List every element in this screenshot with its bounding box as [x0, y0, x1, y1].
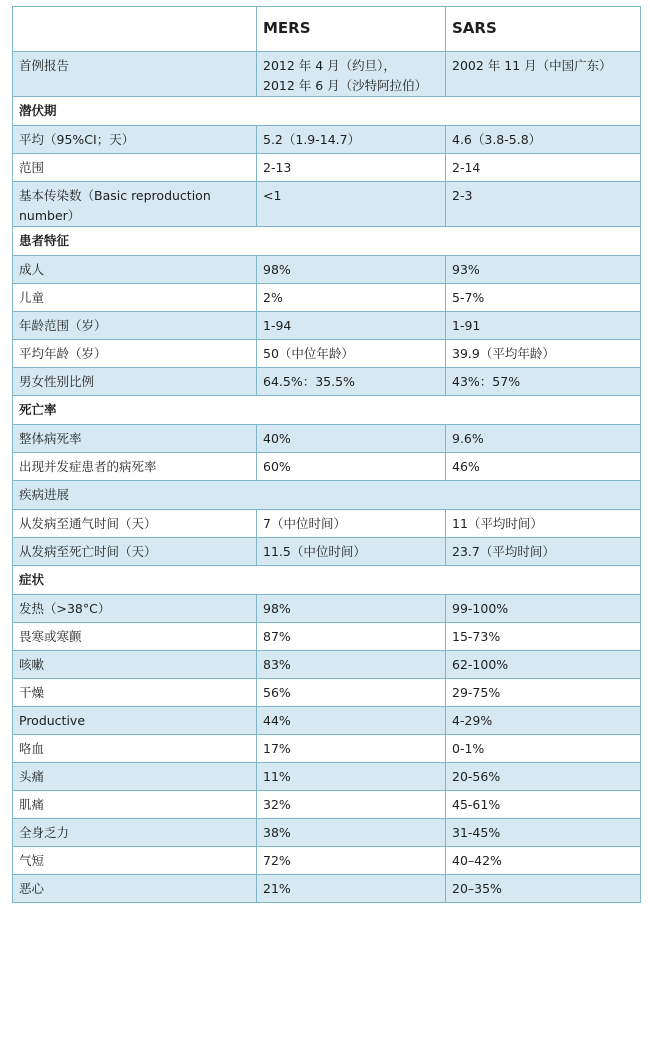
- sars-value: 5-7%: [446, 284, 641, 312]
- row-label: 平均年龄（岁）: [13, 340, 257, 368]
- header-mers: MERS: [257, 7, 446, 52]
- row-label: 气短: [13, 847, 257, 875]
- table-row: [13, 819, 641, 847]
- row-label: 肌痛: [13, 791, 257, 819]
- sars-value: 31-45%: [446, 819, 641, 847]
- row-label: 儿童: [13, 284, 257, 312]
- sars-value: 46%: [446, 453, 641, 481]
- section-heading: 疾病进展: [13, 481, 641, 510]
- row-label: 出现并发症患者的病死率: [13, 453, 257, 481]
- sars-value: 0-1%: [446, 735, 641, 763]
- row-label: 平均（95%CI；天）: [13, 126, 257, 154]
- mers-value: 2-13: [257, 154, 446, 182]
- table-row: [13, 182, 641, 227]
- row-label: 恶心: [13, 875, 257, 903]
- table-row: [13, 538, 641, 566]
- row-label: 咳嗽: [13, 651, 257, 679]
- table-row: [13, 256, 641, 284]
- mers-value: 50（中位年龄）: [257, 340, 446, 368]
- mers-value: 98%: [257, 595, 446, 623]
- mers-value: 38%: [257, 819, 446, 847]
- table-row: [13, 595, 641, 623]
- mers-value: 64.5%：35.5%: [257, 368, 446, 396]
- row-label: 从发病至死亡时间（天）: [13, 538, 257, 566]
- mers-value: 44%: [257, 707, 446, 735]
- table-row: [13, 735, 641, 763]
- header-row: [13, 7, 641, 52]
- section-row: [13, 481, 641, 510]
- sars-value: 20-56%: [446, 763, 641, 791]
- sars-value: 4.6（3.8-5.8）: [446, 126, 641, 154]
- table-row: [13, 623, 641, 651]
- sars-value: 2-14: [446, 154, 641, 182]
- row-label: 首例报告: [13, 52, 257, 97]
- row-label: 基本传染数（Basic reproduction number）: [13, 182, 257, 227]
- sars-value: 23.7（平均时间）: [446, 538, 641, 566]
- row-label: 全身乏力: [13, 819, 257, 847]
- table-row: [13, 126, 641, 154]
- mers-value: 87%: [257, 623, 446, 651]
- sars-value: 62-100%: [446, 651, 641, 679]
- section-heading: 患者特征: [13, 227, 641, 256]
- table-row: [13, 453, 641, 481]
- table-row: [13, 312, 641, 340]
- sars-value: 99-100%: [446, 595, 641, 623]
- row-label: 咯血: [13, 735, 257, 763]
- mers-value: 1-94: [257, 312, 446, 340]
- table-row: [13, 510, 641, 538]
- mers-value: 21%: [257, 875, 446, 903]
- sars-value: 2002 年 11 月（中国广东）: [446, 52, 641, 97]
- header-blank-cell: [13, 7, 257, 52]
- section-row: [13, 97, 641, 126]
- row-label: 范围: [13, 154, 257, 182]
- sars-value: 39.9（平均年龄）: [446, 340, 641, 368]
- table-row: [13, 340, 641, 368]
- row-label: 成人: [13, 256, 257, 284]
- table-row: [13, 763, 641, 791]
- section-heading: 死亡率: [13, 396, 641, 425]
- row-label: 发热（>38°C）: [13, 595, 257, 623]
- table-row: [13, 875, 641, 903]
- section-row: [13, 566, 641, 595]
- sars-value: 9.6%: [446, 425, 641, 453]
- table-row: [13, 284, 641, 312]
- mers-value: 11%: [257, 763, 446, 791]
- mers-value: 83%: [257, 651, 446, 679]
- row-label: 头痛: [13, 763, 257, 791]
- sars-value: 1-91: [446, 312, 641, 340]
- table-row: [13, 368, 641, 396]
- mers-value: 17%: [257, 735, 446, 763]
- sars-value: 20–35%: [446, 875, 641, 903]
- sars-value: 43%：57%: [446, 368, 641, 396]
- sars-value: 93%: [446, 256, 641, 284]
- mers-value: 2%: [257, 284, 446, 312]
- table-row: [13, 847, 641, 875]
- section-heading: 症状: [13, 566, 641, 595]
- mers-value: 56%: [257, 679, 446, 707]
- mers-value: 72%: [257, 847, 446, 875]
- mers-value: 32%: [257, 791, 446, 819]
- row-label: Productive: [13, 707, 257, 735]
- section-row: [13, 396, 641, 425]
- table-row: [13, 707, 641, 735]
- mers-value: 5.2（1.9-14.7）: [257, 126, 446, 154]
- table-row: [13, 651, 641, 679]
- mers-value: 7（中位时间）: [257, 510, 446, 538]
- mers-sars-comparison-table: [12, 6, 641, 903]
- table-row: [13, 154, 641, 182]
- row-label: 年龄范围（岁）: [13, 312, 257, 340]
- sars-value: 11（平均时间）: [446, 510, 641, 538]
- section-row: [13, 227, 641, 256]
- section-heading: 潜伏期: [13, 97, 641, 126]
- sars-value: 45-61%: [446, 791, 641, 819]
- sars-value: 2-3: [446, 182, 641, 227]
- mers-value: 40%: [257, 425, 446, 453]
- row-label: 从发病至通气时间（天）: [13, 510, 257, 538]
- row-label: 畏寒或寒颤: [13, 623, 257, 651]
- table-row: [13, 52, 641, 97]
- sars-value: 40–42%: [446, 847, 641, 875]
- sars-value: 29-75%: [446, 679, 641, 707]
- table-body: [13, 52, 641, 903]
- row-label: 干燥: [13, 679, 257, 707]
- sars-value: 15-73%: [446, 623, 641, 651]
- header-sars: SARS: [446, 7, 641, 52]
- mers-value: 11.5（中位时间）: [257, 538, 446, 566]
- table-row: [13, 791, 641, 819]
- mers-value: 98%: [257, 256, 446, 284]
- mers-value: 60%: [257, 453, 446, 481]
- sars-value: 4-29%: [446, 707, 641, 735]
- mers-value: <1: [257, 182, 446, 227]
- table-row: [13, 679, 641, 707]
- row-label: 男女性别比例: [13, 368, 257, 396]
- table-row: [13, 425, 641, 453]
- mers-value: 2012 年 4 月（约旦）， 2012 年 6 月（沙特阿拉伯）: [257, 52, 446, 97]
- row-label: 整体病死率: [13, 425, 257, 453]
